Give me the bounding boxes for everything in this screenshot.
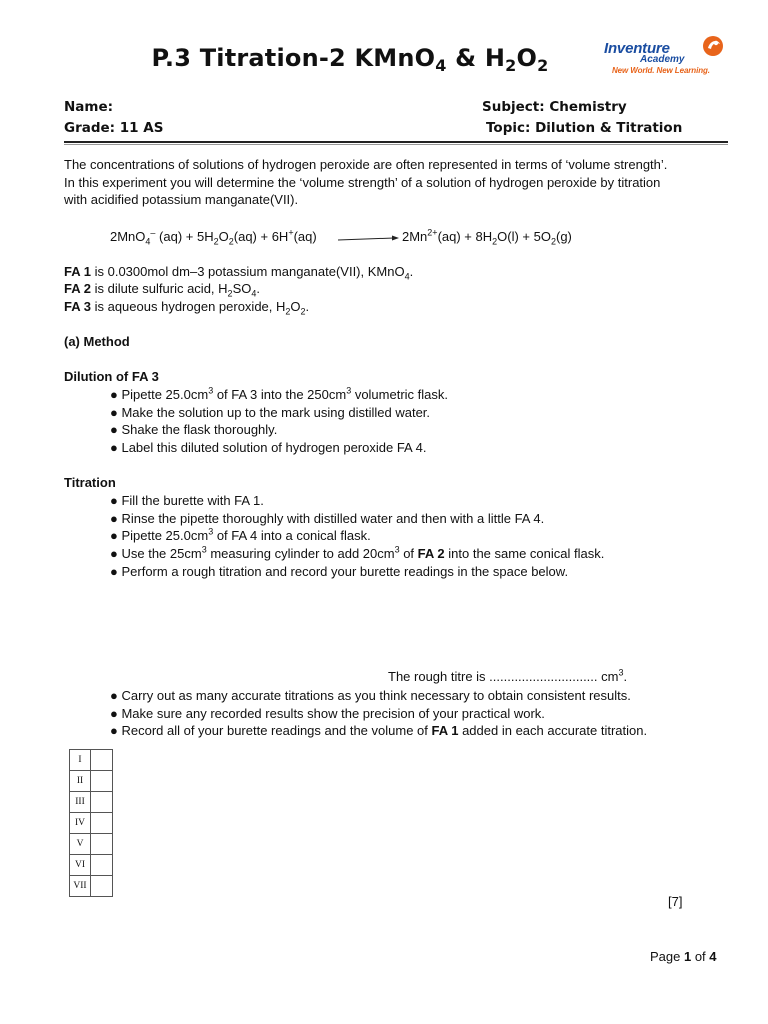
title-subscript: 4 — [435, 56, 447, 75]
list-item — [110, 492, 264, 510]
list-superscript: 3 — [346, 385, 352, 396]
equation-superscript: 2+ — [427, 227, 438, 238]
bullet-icon: ● — [110, 387, 118, 402]
equation-subscript: 2 — [492, 236, 498, 247]
list-text: Perform a rough titration and record your burette readings in the space below. — [117, 564, 569, 579]
bullet-icon: ● — [110, 493, 118, 508]
mark-row-label: VII — [70, 876, 91, 897]
document-title — [0, 44, 700, 75]
list-item — [110, 722, 647, 740]
subject-label: Subject: Chemistry — [482, 99, 627, 115]
list-superscript: 3 — [208, 526, 214, 537]
reagent-fa3 — [64, 298, 309, 316]
mark-row-label: V — [70, 834, 91, 855]
bullet-icon: ● — [110, 422, 118, 437]
list-item — [110, 404, 430, 422]
table-row — [70, 876, 113, 897]
reagent-text: . — [305, 299, 310, 314]
equation-subscript: 2 — [550, 236, 556, 247]
mark-box[interactable] — [91, 834, 113, 855]
mark-row-label: III — [70, 792, 91, 813]
rough-titre-superscript: 3 — [618, 667, 624, 678]
reagent-subscript: 2 — [285, 306, 291, 317]
reagent-text: is aqueous hydrogen peroxide, H — [90, 299, 286, 314]
list-text: Record all of your burette readings and the volume of — [117, 723, 432, 738]
reagent-text: SO — [232, 281, 252, 296]
list-text: Fill the burette with FA 1. — [117, 493, 264, 508]
equation-subscript: 2 — [228, 236, 234, 247]
list-text: into the same conical flask. — [444, 546, 605, 561]
reagent-text: is 0.0300mol dm–3 potassium manganate(VII), KMnO — [90, 264, 405, 279]
intro-line: The concentrations of solutions of hydrogen peroxide are often represented in terms of ‘volume strength’. — [64, 157, 668, 172]
equation-text: (aq) + 8H — [437, 229, 493, 244]
equation-text: O(l) + 5O — [497, 229, 551, 244]
list-text: Rinse the pipette thoroughly with distilled water and then with a little FA 4. — [117, 511, 545, 526]
mark-box[interactable] — [91, 750, 113, 771]
list-text: of FA 3 into the 250cm — [213, 387, 347, 402]
list-text: added in each accurate titration. — [458, 723, 648, 738]
reagent-text: O — [290, 299, 301, 314]
mark-row-label: II — [70, 771, 91, 792]
mark-scheme-table — [69, 749, 113, 897]
mark-row-label: VI — [70, 855, 91, 876]
list-item — [110, 545, 604, 563]
titration-heading: Titration — [64, 475, 116, 490]
reagent-fa1 — [64, 263, 413, 281]
header-rule — [64, 141, 728, 143]
equation-products — [402, 228, 572, 246]
page-number-current: 1 — [683, 949, 692, 964]
reagent-label: FA 1 — [64, 264, 91, 279]
equation-superscript: – — [150, 227, 156, 238]
mark-box[interactable] — [91, 876, 113, 897]
list-superscript: 3 — [394, 544, 400, 555]
equation-text: (aq) + 6H — [233, 229, 289, 244]
intro-line: In this experiment you will determine the ‘volume strength’ of a solution of hydrogen peroxide by titration — [64, 174, 661, 190]
logo-subword: Academy — [640, 54, 685, 65]
reagent-subscript: 4 — [251, 288, 257, 299]
bullet-icon: ● — [110, 706, 118, 721]
intro-paragraph — [64, 156, 744, 209]
list-superscript: 3 — [208, 385, 214, 396]
grade-label: Grade: 11 AS — [64, 120, 164, 136]
page-number-total: 4 — [709, 949, 717, 964]
intro-line: with acidified potassium manganate(VII). — [64, 192, 299, 207]
reagent-text: is dilute sulfuric acid, H — [90, 281, 228, 296]
table-row — [70, 750, 113, 771]
equation-text: (g) — [555, 229, 572, 244]
list-item — [110, 687, 631, 705]
page-number-text: Page — [650, 949, 684, 964]
title-text: P.3 Titration-2 KMnO — [151, 44, 436, 72]
list-text: FA 2 — [417, 546, 445, 561]
logo-wordmark: Inventure — [604, 40, 670, 57]
list-text: Pipette 25.0cm — [117, 528, 209, 543]
title-subscript: 2 — [505, 56, 517, 75]
table-row — [70, 855, 113, 876]
list-item — [110, 439, 426, 457]
bullet-icon: ● — [110, 440, 118, 455]
title-subscript: 2 — [537, 56, 549, 75]
list-text: FA 1 — [431, 723, 459, 738]
list-text: measuring cylinder to add 20cm — [206, 546, 395, 561]
reagent-text: . — [256, 281, 260, 296]
list-text: Pipette 25.0cm — [117, 387, 209, 402]
list-text: volumetric flask. — [351, 387, 449, 402]
list-text: of — [399, 546, 418, 561]
table-row — [70, 813, 113, 834]
equation-text: (aq) — [293, 229, 317, 244]
equation-text: 2Mn — [402, 229, 428, 244]
reagent-label: FA 3 — [64, 299, 91, 314]
logo-tagline: New World. New Learning. — [612, 66, 710, 75]
mark-box[interactable] — [91, 771, 113, 792]
equation-superscript: + — [288, 227, 294, 238]
list-text: of FA 4 into a conical flask. — [213, 528, 371, 543]
reagent-subscript: 2 — [300, 306, 306, 317]
list-item — [110, 386, 448, 404]
list-item — [110, 527, 371, 545]
dilution-heading: Dilution of FA 3 — [64, 369, 159, 384]
bullet-icon: ● — [110, 528, 118, 543]
title-text: O — [516, 44, 538, 72]
list-item — [110, 510, 544, 528]
bullet-icon: ● — [110, 546, 118, 561]
topic-label: Topic: Dilution & Titration — [486, 120, 683, 136]
rough-titre-line — [388, 668, 627, 686]
list-text: Label this diluted solution of hydrogen peroxide FA 4. — [117, 440, 427, 455]
mark-row-label: IV — [70, 813, 91, 834]
mark-box[interactable] — [91, 813, 113, 834]
method-heading: (a) Method — [64, 334, 130, 349]
rough-titre-text: The rough titre is .............................. cm — [388, 669, 619, 684]
list-text: Make sure any recorded results show the precision of your practical work. — [117, 706, 545, 721]
list-text: Carry out as many accurate titrations as you think necessary to obtain consistent results. — [117, 688, 631, 703]
reagent-subscript: 2 — [227, 288, 233, 299]
reagent-text: . — [409, 264, 414, 279]
name-label: Name: — [64, 99, 114, 115]
list-item — [110, 421, 277, 439]
list-item — [110, 563, 568, 581]
reagent-fa2 — [64, 280, 260, 298]
list-superscript: 3 — [201, 544, 207, 555]
bullet-icon: ● — [110, 723, 118, 738]
list-item — [110, 705, 545, 723]
equation-text: O — [218, 229, 229, 244]
reagent-label: FA 2 — [64, 281, 91, 296]
page-number-text: of — [691, 949, 710, 964]
bullet-icon: ● — [110, 688, 118, 703]
equation-subscript: 2 — [213, 236, 219, 247]
mark-box[interactable] — [91, 792, 113, 813]
table-row — [70, 771, 113, 792]
table-row — [70, 834, 113, 855]
page-number — [650, 949, 717, 964]
list-text: Make the solution up to the mark using distilled water. — [117, 405, 431, 420]
list-text: Use the 25cm — [117, 546, 202, 561]
equation-text: (aq) + 5H — [155, 229, 214, 244]
reagent-subscript: 4 — [404, 271, 410, 282]
title-text: & H — [446, 44, 506, 72]
equation-reactants — [110, 228, 317, 246]
logo-swirl-icon — [700, 34, 726, 58]
bullet-icon: ● — [110, 564, 118, 579]
list-text: Shake the flask thoroughly. — [117, 422, 278, 437]
equation-text: 2MnO — [110, 229, 146, 244]
reaction-arrow-icon — [338, 234, 400, 244]
mark-box[interactable] — [91, 855, 113, 876]
equation-subscript: 4 — [145, 236, 151, 247]
rough-titre-text: . — [623, 669, 628, 684]
mark-row-label: I — [70, 750, 91, 771]
table-row — [70, 792, 113, 813]
bullet-icon: ● — [110, 405, 118, 420]
marks-total: [7] — [668, 894, 683, 909]
bullet-icon: ● — [110, 511, 118, 526]
header-rule-thin — [64, 144, 728, 145]
